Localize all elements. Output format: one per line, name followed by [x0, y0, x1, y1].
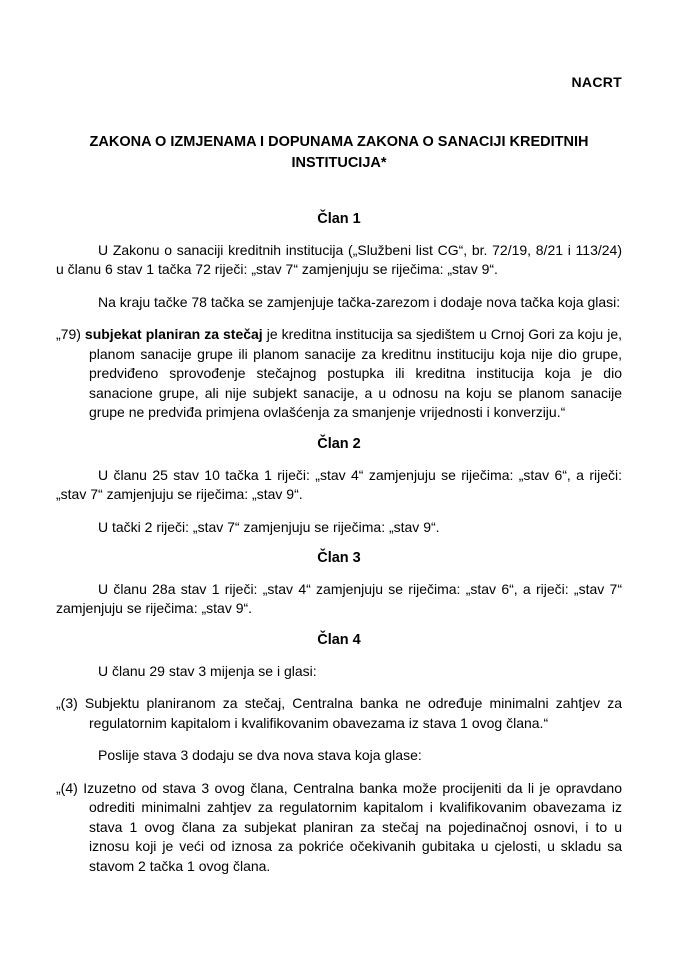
article-1-heading: Član 1 [317, 211, 361, 228]
article-3-paragraph-1: U članu 28a stav 1 riječi: „stav 4“ zamjenjuju se riječima: „stav 6“, a riječi: „stav 7“ zamjenjuju se riječima: „stav 9“. [56, 581, 622, 617]
article-4-amendment-item-3 [56, 694, 622, 733]
article-4-paragraph-1: U članu 29 stav 3 mijenja se i glasi: [98, 662, 317, 679]
definition-text: je kreditna institucija sa sjedištem u Crnoj Gori za koju je, planom sanacije grupe ili planom sanacije za kreditnu instituciju koja nije dio grupe, predviđeno sprovođenje stečajnog postupka ili kreditna institucija koja je dio sanacione grupe, ali nije subjekt sanacije, a u odnosu na koju se planom sanacije grupe ne predviđa primjena ovlašćenja za smanjenje vrijednosti i konverziju.“ [89, 326, 622, 421]
article-4-paragraph-2: Poslije stava 3 dodaju se dva nova stava koja glase: [98, 747, 422, 764]
amendment-text: Subjektu planiranom za stečaj, Centralna banka ne određuje minimalni zahtjev za regulatornim kapitalom i kvalifikovanim obavezama iz stava 1 ovog člana.“ [84, 695, 622, 731]
item-marker: „(4) [56, 779, 84, 796]
article-4-amendment-item-4 [56, 779, 622, 876]
article-2-paragraph-1: U članu 25 stav 10 tačka 1 riječi: „stav 4“ zamjenjuju se riječima: „stav 6“, a riječi: „stav 7“ zamjenjuju se riječima: „stav 9“. [56, 466, 622, 503]
article-3-heading: Član 3 [317, 550, 361, 567]
article-1-paragraph-1: U Zakonu o sanaciji kreditnih institucija („Službeni list CG“, br. 72/19, 8/21 i 113/24) u članu 6 stav 1 tačka 72 riječi: „stav 7“ zamjenjuju se riječima: „stav 9“. [56, 242, 622, 278]
article-2-paragraph-2: U tački 2 riječi: „stav 7“ zamjenjuju se riječima: „stav 9“. [98, 518, 440, 535]
item-marker: „(3) [56, 695, 85, 712]
article-4-heading: Član 4 [317, 631, 361, 648]
item-marker: „79) [56, 326, 85, 343]
article-2-heading: Član 2 [317, 435, 361, 452]
defined-term: subjekat planiran za stečaj [84, 326, 263, 343]
draft-label: NACRT [571, 74, 622, 90]
document-title: ZAKONA O IZMJENAMA I DOPUNAMA ZAKONA O SANACIJI KREDITNIH INSTITUCIJA* [89, 134, 589, 172]
amendment-text: Izuzetno od stava 3 ovog člana, Centralna banka može procijeniti da li je opravdano odrediti minimalni zahtjev za regulatornim kapitalom i kvalifikovanim obavezama iz stava 1 ovog člana za subjekat planiran za stečaj na pojedinačnoj osnovi, i to u iznosu koji je veći od iznosa za pokriće očekivanih gubitaka u cjelosti, u skladu sa stavom 2 tačka 1 ovog člana. [83, 779, 622, 874]
article-1-definition-item-79 [56, 325, 622, 422]
article-1-paragraph-2: Na kraju tačke 78 tačka se zamjenjuje tačka-zarezom i dodaje nova tačka koja glasi: [98, 293, 621, 310]
